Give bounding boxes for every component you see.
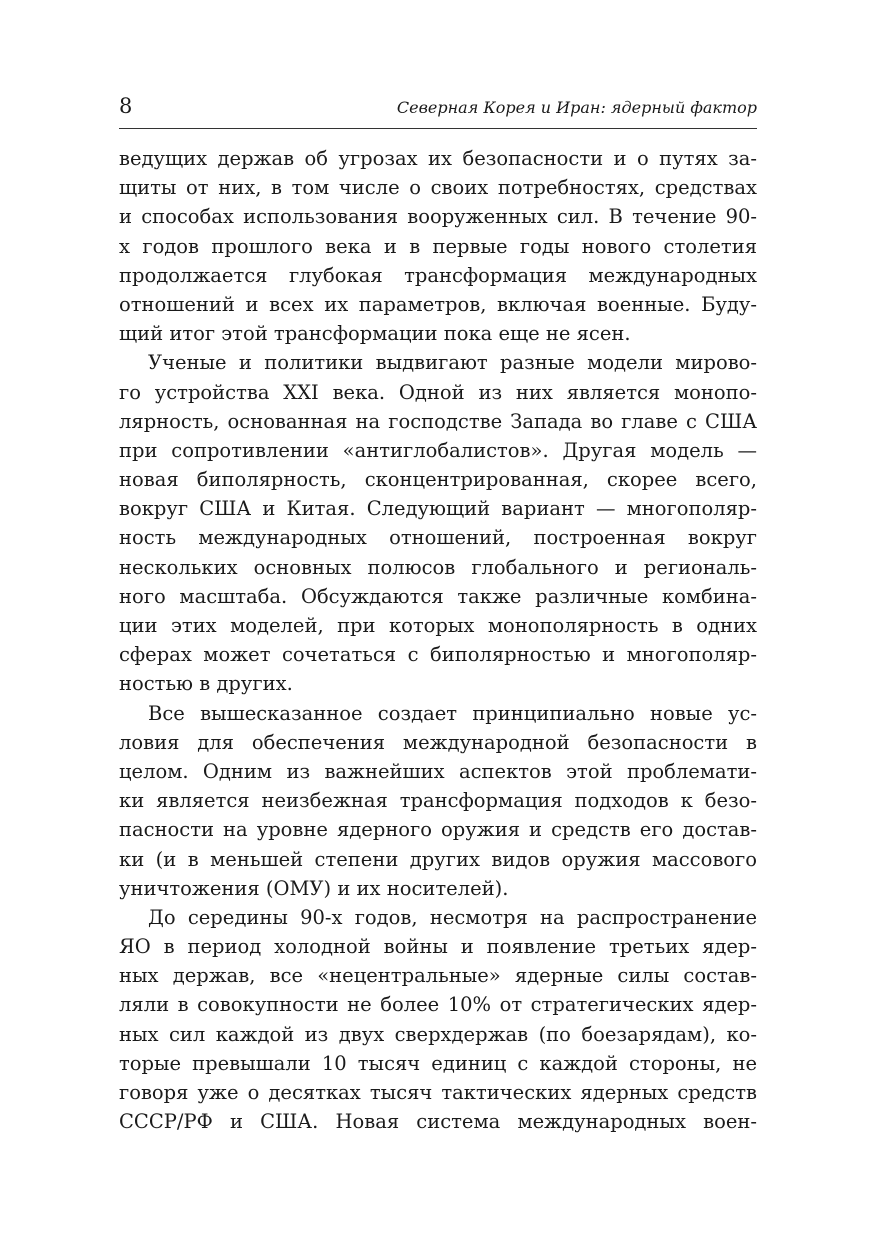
paragraph-2-line-7: ность международных отношений, построенная вокруг bbox=[119, 526, 757, 550]
paragraph-2-line-2: го устройства XXI века. Одной из них является монопо- bbox=[119, 380, 757, 404]
running-title: Северная Корея и Иран: ядерный фактор bbox=[396, 98, 757, 117]
paragraph-1-line-3: и способах использования вооруженных сил. В течение 90- bbox=[119, 205, 757, 229]
paragraph-3-line-2: ловия для обеспечения международной безопасности в bbox=[119, 730, 757, 754]
paragraph-2-line-4: при сопротивлении «антиглобалистов». Другая модель — bbox=[119, 438, 757, 462]
paragraph-4-line-1: До середины 90-х годов, несмотря на распространение bbox=[148, 905, 757, 929]
paragraph-4-line-2: ЯО в период холодной войны и появление третьих ядер- bbox=[119, 935, 757, 959]
paragraph-3-line-5: пасности на уровне ядерного оружия и средств его достав- bbox=[119, 818, 757, 842]
paragraph-3-line-1: Все вышесказанное создает принципиально новые ус- bbox=[148, 701, 757, 725]
paragraph-1-line-1: ведущих держав об угрозах их безопасности и о путях за- bbox=[119, 147, 757, 170]
paragraph-2-line-10: ции этих моделей, при которых монополярность в одних bbox=[119, 614, 757, 637]
paragraph-2-line-1: Ученые и политики выдвигают разные модели мирово- bbox=[148, 351, 757, 375]
paragraph-3-line-3: целом. Одним из важнейших аспектов этой проблемати- bbox=[119, 759, 757, 783]
paragraph-2-line-9: ного масштаба. Обсуждаются также различные комбина- bbox=[119, 584, 757, 608]
paragraph-2-line-5: новая биполярность, сконцентрированная, скорее всего, bbox=[119, 468, 757, 492]
paragraph-2-line-6: вокруг США и Китая. Следующий вариант — многополяр- bbox=[119, 497, 757, 521]
page-number: 8 bbox=[119, 94, 133, 118]
paragraph-4-line-4: ляли в совокупности не более 10% от стратегических ядер- bbox=[119, 993, 757, 1017]
paragraph-3-line-6: ки (и в меньшей степени других видов оружия массового bbox=[119, 847, 757, 871]
paragraph-2-line-8: нескольких основных полюсов глобального и региональ- bbox=[119, 555, 757, 579]
paragraph-4-line-5: ных сил каждой из двух сверхдержав (по боезарядам), ко- bbox=[119, 1022, 757, 1046]
paragraph-2-line-12: ностью в других. bbox=[119, 672, 293, 696]
page-header bbox=[119, 92, 757, 129]
paragraph-4-line-7: говоря уже о десятках тысяч тактических ядерных средств bbox=[119, 1081, 757, 1104]
paragraph-1-line-4: х годов прошлого века и в первые годы нового столетия bbox=[119, 234, 757, 258]
paragraph-2-line-11: сферах может сочетаться с биполярностью и многополяр- bbox=[119, 643, 757, 667]
paragraph-4-line-6: торые превышали 10 тысяч единиц с каждой стороны, не bbox=[119, 1051, 757, 1075]
paragraph-1-line-7: щий итог этой трансформации пока еще не ясен. bbox=[119, 322, 631, 346]
paragraph-3-line-7: уничтожения (ОМУ) и их носителей). bbox=[119, 876, 509, 900]
paragraph-1-line-5: продолжается глубокая трансформация международных bbox=[119, 263, 757, 287]
paragraph-3-line-4: ки является неизбежная трансформация подходов к безо- bbox=[119, 789, 757, 813]
body-text bbox=[119, 144, 757, 1136]
paragraph-1-line-6: отношений и всех их параметров, включая военные. Буду- bbox=[119, 292, 757, 316]
paragraph-1-line-2: щиты от них, в том числе о своих потребностях, средствах bbox=[119, 176, 757, 200]
paragraph-4-line-3: ных держав, все «нецентральные» ядерные силы состав- bbox=[119, 964, 757, 988]
paragraph-4-line-8: СССР/РФ и США. Новая система международных воен- bbox=[119, 1110, 757, 1134]
paragraph-2-line-3: лярность, основанная на господстве Запада во главе с США bbox=[119, 409, 757, 433]
